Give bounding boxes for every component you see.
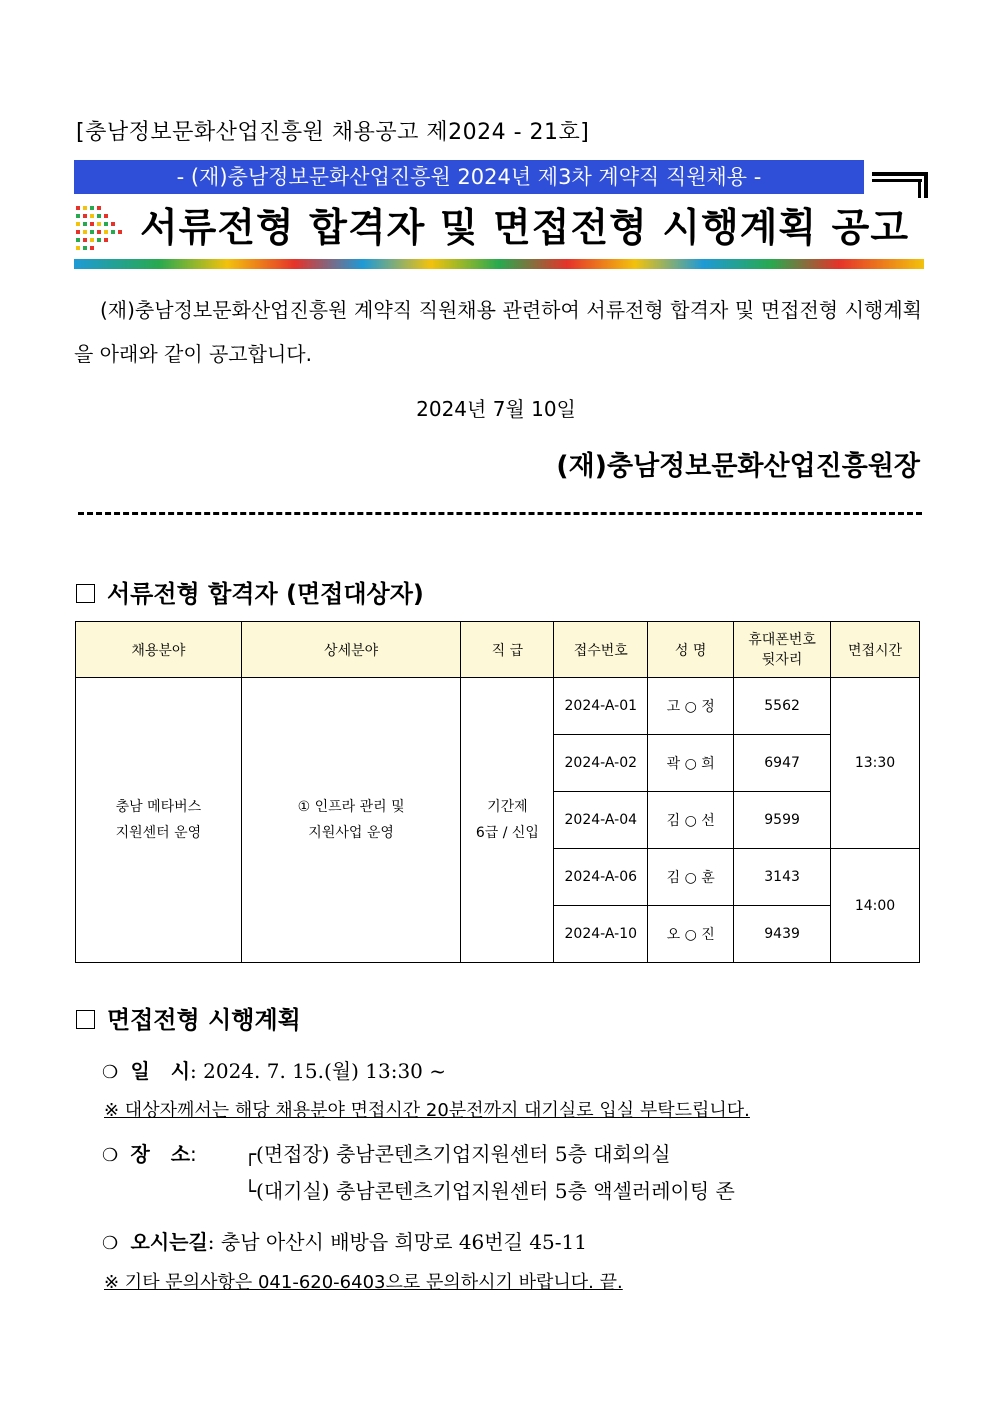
schedule-value: : 2024. 7. 15.(월) 13:30 ~ <box>190 1059 447 1083</box>
dots-decoration-icon <box>74 202 130 258</box>
place-row <box>102 1140 197 1170</box>
grade-line-2: 6급 / 신입 <box>475 825 539 841</box>
header-name: 성 명 <box>648 622 734 678</box>
dashed-divider <box>78 512 922 515</box>
checkbox-square-icon <box>76 584 95 603</box>
table-header-row <box>76 622 920 678</box>
section2-heading <box>76 1000 301 1035</box>
phone-last-digits: 6947 <box>734 735 831 792</box>
schedule-label: 일 시 <box>130 1059 191 1083</box>
table-row <box>76 678 920 735</box>
header-grade: 직 급 <box>461 622 554 678</box>
schedule-row <box>102 1057 446 1087</box>
phone-last-digits: 9439 <box>734 906 831 963</box>
receipt-no: 2024-A-01 <box>554 678 648 735</box>
section1-heading <box>76 574 424 609</box>
applicant-name: 오 ○ 진 <box>648 906 734 963</box>
place-line-1 <box>244 1140 671 1168</box>
applicant-name: 김 ○ 선 <box>648 792 734 849</box>
phone-last-digits: 9599 <box>734 792 831 849</box>
notice-number: [충남정보문화산업진흥원 채용공고 제2024 - 21호] <box>76 120 590 145</box>
header-receipt-no: 접수번호 <box>554 622 648 678</box>
issuer: (재)충남정보문화산업진흥원장 <box>556 451 920 482</box>
checkbox-square-icon <box>76 1010 95 1029</box>
intro-paragraph: (재)충남정보문화산업진흥원 계약직 직원채용 관련하여 서류전형 합격자 및 면접전형 시행계획을 아래와 같이 공고합니다. <box>74 298 922 366</box>
header-detail: 상세분야 <box>241 622 461 678</box>
corner-decoration-icon <box>872 172 928 198</box>
header-field: 채용분야 <box>76 622 242 678</box>
phone-last-digits: 3143 <box>734 849 831 906</box>
detail-line-1: ① 인프라 관리 및 <box>297 799 405 815</box>
place-2: (대기실) 충남콘텐츠기업지원센터 5층 액셀러레이팅 존 <box>256 1179 735 1203</box>
section2-title: 면접전형 시행계획 <box>107 1006 301 1034</box>
field-cell <box>76 678 242 963</box>
bracket-bottom-icon: └ <box>244 1179 257 1203</box>
circle-bullet-icon: ❍ <box>102 1062 119 1083</box>
place-line-2 <box>244 1177 735 1205</box>
phone-last-digits: 5562 <box>734 678 831 735</box>
directions-value: : 충남 아산시 배방읍 희망로 46번길 45-11 <box>207 1230 587 1254</box>
interview-time-2: 14:00 <box>831 849 920 963</box>
detail-cell <box>241 678 461 963</box>
place-1: (면접장) 충남콘텐츠기업지원센터 5층 대회의실 <box>256 1142 671 1166</box>
section1-title: 서류전형 합격자 (면접대상자) <box>107 580 424 608</box>
receipt-no: 2024-A-02 <box>554 735 648 792</box>
place-label: 장 소 <box>130 1142 191 1166</box>
receipt-no: 2024-A-10 <box>554 906 648 963</box>
color-stripe <box>74 259 924 269</box>
receipt-no: 2024-A-06 <box>554 849 648 906</box>
schedule-note: ※ 대상자께서는 해당 채용분야 면접시간 20분전까지 대기실로 입실 부탁드립니다. <box>104 1100 750 1121</box>
bracket-top-icon: ┌ <box>244 1142 257 1166</box>
field-line-2: 지원센터 운영 <box>115 825 202 841</box>
interview-time-1: 13:30 <box>831 678 920 849</box>
contact-note: ※ 기타 문의사항은 041-620-6403으로 문의하시기 바랍니다. 끝. <box>104 1272 623 1293</box>
header-time: 면접시간 <box>831 622 920 678</box>
applicant-name: 고 ○ 정 <box>648 678 734 735</box>
detail-line-2: 지원사업 운영 <box>308 825 394 841</box>
circle-bullet-icon: ❍ <box>102 1233 119 1254</box>
grade-cell <box>461 678 554 963</box>
directions-row <box>102 1228 587 1258</box>
grade-line-1: 기간제 <box>487 799 528 815</box>
header-phone: 휴대폰번호 뒷자리 <box>734 622 831 678</box>
subtitle-banner: - (재)충남정보문화산업진흥원 2024년 제3차 계약직 직원채용 - <box>74 160 864 194</box>
page-title: 서류전형 합격자 및 면접전형 시행계획 공고 <box>140 206 910 251</box>
circle-bullet-icon: ❍ <box>102 1145 119 1166</box>
notice-date: 2024년 7월 10일 <box>416 397 576 421</box>
field-line-1: 충남 메타버스 <box>115 799 202 815</box>
applicant-name: 곽 ○ 희 <box>648 735 734 792</box>
place-colon: : <box>190 1142 197 1166</box>
receipt-no: 2024-A-04 <box>554 792 648 849</box>
applicant-name: 김 ○ 훈 <box>648 849 734 906</box>
directions-label: 오시는길 <box>130 1230 208 1254</box>
result-table <box>75 621 920 963</box>
